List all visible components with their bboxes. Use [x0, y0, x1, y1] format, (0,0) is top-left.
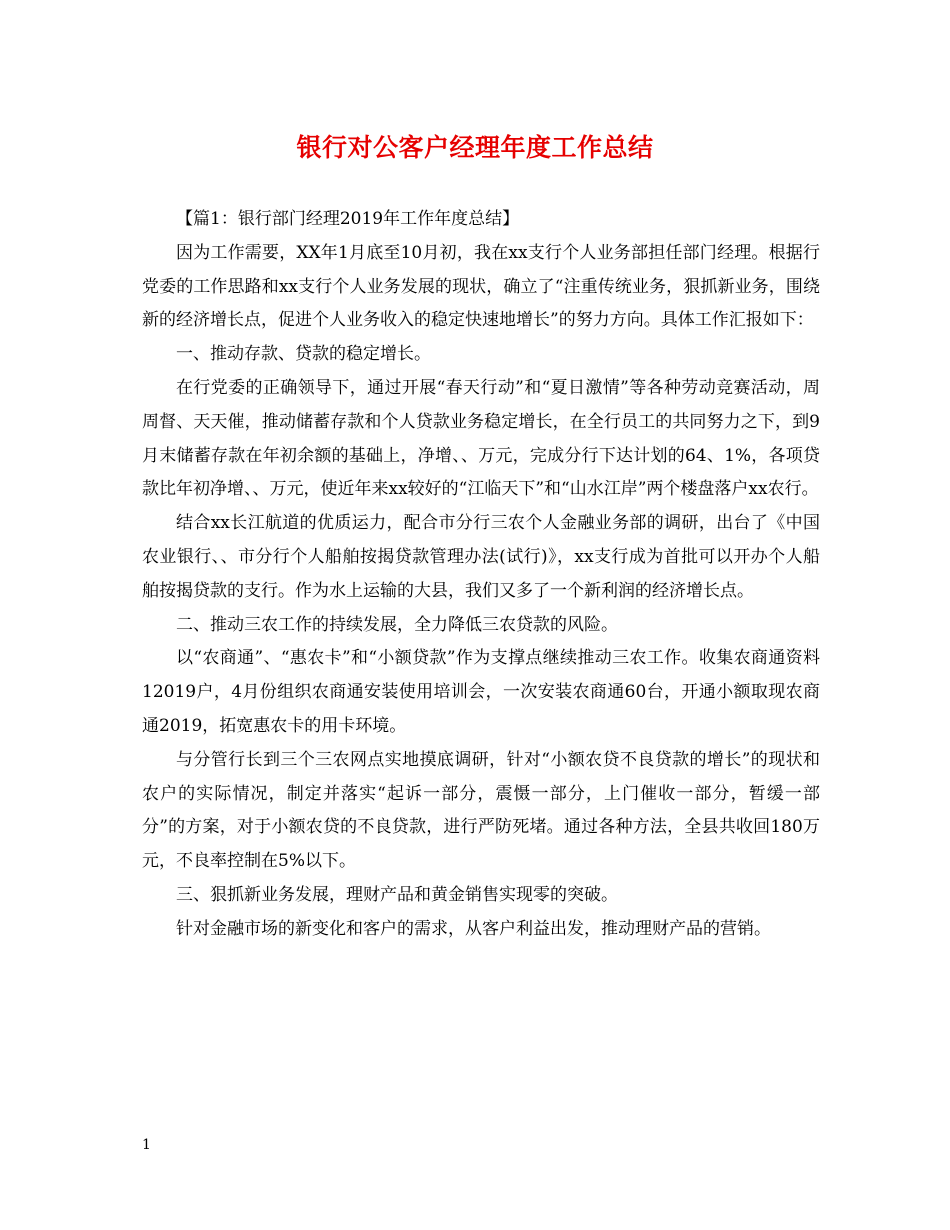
paragraph-heading-2: 二、推动三农工作的持续发展，全力降低三农贷款的风险。	[176, 614, 618, 635]
paragraph-wealth-products: 针对金融市场的新变化和客户的需求，从客户利益出发，推动理财产品的营销。	[176, 918, 771, 939]
document-body	[142, 203, 820, 947]
paragraph-section-heading: 【篇1：银行部门经理2019年工作年度总结】	[176, 209, 520, 229]
paragraph-deposits-loans: 在行党委的正确领导下，通过开展“春天行动”和“夏日激情”等各种劳动竞赛活动，周周督、天天催，推动储蓄存款和个人贷款业务稳定增长，在全行员工的共同努力之下，到9月末储蓄存款在年初余额的基础上，净增、、万元，完成分行下达计划的64、1%，各项贷款比年初净增、、万元，使近年来xx较好的“江临天下”和“山水江岸”两个楼盘落户xx农行。	[142, 377, 820, 500]
paragraph-heading-3: 三、狠抓新业务发展，理财产品和黄金销售实现零的突破。	[176, 884, 618, 905]
paragraph-heading-1: 一、推动存款、贷款的稳定增长。	[176, 344, 431, 365]
document-title: 银行对公客户经理年度工作总结	[296, 133, 654, 162]
paragraph-ship-mortgage: 结合xx长江航道的优质运力，配合市分行三农个人金融业务部的调研，出台了《中国农业银行、、市分行个人船舶按揭贷款管理办法(试行)》，xx支行成为首批可以开办个人船舶按揭贷款的支行。作为水上运输的大县，我们又多了一个新利润的经济增长点。	[142, 513, 820, 601]
paragraph-intro: 因为工作需要，XX年1月底至10月初，我在xx支行个人业务部担任部门经理。根据行党委的工作思路和xx支行个人业务发展的现状，确立了“注重传统业务，狠抓新业务，围绕新的经济增长点，促进个人业务收入的稳定快速地增长”的努力方向。具体工作汇报如下：	[142, 242, 820, 331]
paragraph-bad-loans: 与分管行长到三个三农网点实地摸底调研，针对“小额农贷不良贷款的增长”的现状和农户的实际情况，制定并落实“起诉一部分，震慑一部分，上门催收一部分，暂缓一部分”的方案，对于小额农贷的不良贷款，进行严防死堵。通过各种方法，全县共收回180万元，不良率控制在5%以下。	[142, 749, 820, 872]
paragraph-agriculture: 以“农商通”、“惠农卡”和“小额贷款”作为支撑点继续推动三农工作。收集农商通资料12019户，4月份组织农商通安装使用培训会，一次安装农商通60台，开通小额取现农商通2019，拓宽惠农卡的用卡环境。	[142, 648, 820, 736]
page-number: 1	[142, 1137, 151, 1153]
